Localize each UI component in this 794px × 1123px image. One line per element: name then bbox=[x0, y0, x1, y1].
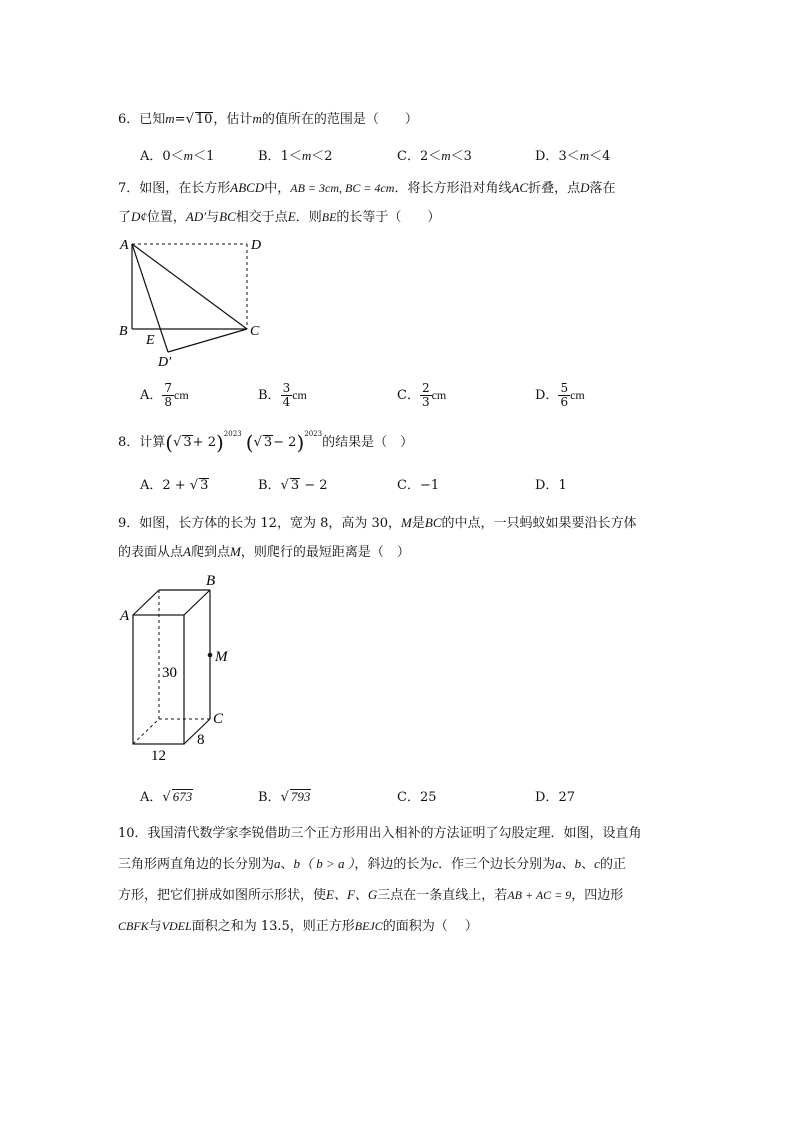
q9-figure bbox=[112, 570, 252, 770]
fraction bbox=[281, 382, 293, 409]
q7-figure bbox=[112, 232, 272, 372]
label-width: 8 bbox=[197, 732, 205, 748]
q9-m: M bbox=[401, 515, 412, 530]
q8-minus2: − 2 bbox=[273, 435, 297, 450]
option-radicand: 673 bbox=[172, 789, 193, 804]
paren-close: ) bbox=[296, 430, 305, 455]
q8-option-c[interactable] bbox=[397, 474, 439, 493]
edge-dprime-c bbox=[168, 329, 247, 352]
q10-text: 方形，把它们拼成如图所示形状，使 bbox=[118, 888, 327, 903]
q10-line2 bbox=[118, 853, 626, 872]
q10-c2: c bbox=[594, 856, 600, 871]
q7-text: 落在 bbox=[589, 181, 616, 196]
q9-text: 是 bbox=[411, 516, 425, 531]
q10-vdel: VDEL bbox=[161, 919, 192, 933]
q7-stem-line1 bbox=[118, 177, 616, 196]
top-left-edge bbox=[133, 590, 159, 615]
q8-suffix: 的结果是（ ） bbox=[322, 435, 414, 450]
q8-stem bbox=[118, 430, 414, 455]
label-height: 30 bbox=[162, 665, 177, 681]
option-radicand: 793 bbox=[290, 789, 311, 804]
sqrt-symbol: √ bbox=[173, 435, 182, 450]
sqrt-symbol: √ bbox=[253, 435, 262, 450]
q7-text: 折叠，点 bbox=[528, 181, 581, 196]
q7-stem-line2 bbox=[118, 206, 440, 225]
q6-option-d[interactable] bbox=[535, 145, 610, 164]
fraction bbox=[420, 382, 432, 409]
option-label: C． bbox=[397, 149, 420, 164]
sqrt-symbol: √ bbox=[189, 478, 199, 493]
q10-b2: b bbox=[574, 856, 582, 871]
option-left: 3＜ bbox=[558, 149, 580, 164]
q10-efg: E、F、G bbox=[326, 887, 378, 902]
q10-sep: 、 bbox=[561, 857, 575, 872]
q8-exp-1: 2023 bbox=[223, 430, 242, 438]
label-m: M bbox=[215, 649, 228, 665]
q7-adprime: AD′ bbox=[185, 209, 207, 224]
option-label: B． bbox=[258, 149, 281, 164]
label-length: 12 bbox=[151, 748, 166, 764]
q8-option-b[interactable] bbox=[258, 474, 328, 493]
option-left: 0＜ bbox=[162, 149, 184, 164]
numerator: 2 bbox=[421, 381, 430, 395]
q9-text: ，则爬行的最短距离是（ ） bbox=[240, 545, 410, 560]
option-label: C． bbox=[397, 478, 420, 493]
q7-option-b[interactable] bbox=[258, 382, 307, 409]
q6-option-c[interactable] bbox=[397, 145, 472, 164]
q9-stem-line2 bbox=[118, 541, 410, 560]
q7-e: E bbox=[287, 209, 296, 224]
unit: cm bbox=[174, 388, 189, 402]
unit: cm bbox=[570, 388, 585, 402]
label-c: C bbox=[250, 324, 260, 339]
numerator: 3 bbox=[282, 381, 291, 395]
q7-text: 的长等于（ ） bbox=[336, 210, 441, 225]
option-label: A． bbox=[140, 478, 163, 493]
q6-prefix: 6．已知 bbox=[118, 112, 166, 127]
q7-text: 位置， bbox=[146, 210, 186, 225]
q10-paren: （ b > a ） bbox=[300, 856, 355, 871]
q10-cond: AB + AC = 9 bbox=[507, 888, 572, 902]
point-m bbox=[208, 653, 213, 658]
label-e: E bbox=[146, 333, 155, 348]
q6-suffix: 的值所在的范围是（ ） bbox=[261, 112, 418, 127]
paren-close: ) bbox=[215, 430, 224, 455]
q10-text: 与 bbox=[148, 919, 162, 934]
q9-m2: M bbox=[229, 544, 241, 559]
q9-text: 的表面从点 bbox=[118, 545, 184, 560]
q10-sep: 、 bbox=[280, 857, 294, 872]
q10-line1 bbox=[118, 822, 642, 841]
option-label: D． bbox=[535, 790, 559, 805]
label-b: B bbox=[206, 573, 216, 589]
hidden-bottom-left-edge bbox=[133, 719, 159, 744]
option-label: D． bbox=[535, 388, 559, 403]
q10-line3 bbox=[118, 884, 623, 903]
q10-b: b bbox=[293, 856, 301, 871]
option-right: ＜4 bbox=[589, 149, 611, 164]
q10-a: a bbox=[274, 856, 281, 871]
q10-text: 的面积为（ ） bbox=[382, 919, 478, 934]
q10-bejc: BEJC bbox=[354, 919, 383, 933]
sqrt-symbol: √ bbox=[280, 478, 289, 493]
option-left: 1＜ bbox=[280, 149, 302, 164]
q8-exp-2: 2023 bbox=[304, 430, 323, 438]
q10-a2: a bbox=[555, 856, 562, 871]
q8-prefix: 8．计算 bbox=[118, 435, 166, 450]
label-c: C bbox=[213, 711, 224, 727]
q6-option-b[interactable] bbox=[258, 145, 333, 164]
q8-plus2: + 2 bbox=[192, 435, 216, 450]
q8-radicand-2: 3 bbox=[263, 435, 273, 450]
denominator: 3 bbox=[421, 395, 430, 409]
q7-option-a[interactable] bbox=[140, 382, 189, 409]
q7-option-c[interactable] bbox=[397, 382, 446, 409]
q7-text: 了 bbox=[118, 210, 132, 225]
q10-sep: 、 bbox=[581, 857, 595, 872]
sqrt-symbol: √ bbox=[162, 790, 171, 805]
q7-bc: BC bbox=[219, 209, 236, 224]
paren-open: ( bbox=[245, 430, 254, 455]
q10-cbfk: CBFK bbox=[118, 919, 149, 933]
fraction bbox=[162, 382, 174, 409]
option-left: 2＜ bbox=[419, 149, 442, 164]
q7-text: ．将长方形沿对角线 bbox=[394, 181, 512, 196]
option-right: ＜2 bbox=[311, 149, 333, 164]
q7-text: 中， bbox=[264, 181, 291, 196]
q10-text: 的正 bbox=[599, 857, 626, 872]
q10-c: c bbox=[432, 856, 439, 871]
paren-open: ( bbox=[165, 430, 174, 455]
option-var: m bbox=[183, 148, 194, 163]
q8-radicand-1: 3 bbox=[183, 435, 192, 450]
label-dprime: D′ bbox=[158, 355, 172, 370]
option-label: C． bbox=[397, 790, 420, 805]
option-label: A． bbox=[140, 388, 163, 403]
q8-option-a[interactable] bbox=[140, 474, 209, 493]
option-label: B． bbox=[258, 388, 281, 403]
q6-var-m: m bbox=[165, 111, 175, 126]
q9-option-c[interactable] bbox=[397, 786, 437, 805]
fraction bbox=[558, 382, 570, 409]
option-label: B． bbox=[258, 478, 281, 493]
q10-text: 三角形两直角边的长分别为 bbox=[118, 857, 275, 872]
option-label: A． bbox=[140, 149, 163, 164]
top-right-edge bbox=[184, 590, 210, 615]
q7-option-d[interactable] bbox=[535, 382, 585, 409]
option-label: D． bbox=[535, 149, 559, 164]
q9-text: 的中点，一只蚂蚁如果要沿长方体 bbox=[441, 516, 637, 531]
option-label: B． bbox=[258, 790, 281, 805]
q9-text: 爬到点 bbox=[190, 545, 230, 560]
q7-abcd: ABCD bbox=[230, 180, 265, 195]
q7-dprime: D¢ bbox=[131, 209, 147, 224]
q6-eq: = bbox=[174, 112, 186, 127]
q9-a: A bbox=[183, 544, 191, 559]
q7-be: BE bbox=[321, 210, 337, 224]
label-a: A bbox=[120, 238, 129, 253]
option-radicand: 3 bbox=[200, 478, 209, 493]
option-var: m bbox=[301, 148, 312, 163]
q7-text: ．则 bbox=[295, 210, 322, 225]
sqrt-symbol: √ bbox=[185, 112, 194, 127]
numerator: 7 bbox=[164, 381, 173, 395]
q8-option-d[interactable] bbox=[535, 474, 567, 493]
q7-given: AB = 3cm, BC = 4cm bbox=[290, 181, 395, 195]
q6-mid: ，估计 bbox=[213, 112, 253, 127]
option-after: − 2 bbox=[300, 478, 328, 493]
option-text: 25 bbox=[419, 790, 437, 805]
option-right: ＜3 bbox=[450, 149, 472, 164]
option-radicand: 3 bbox=[290, 478, 300, 493]
denominator: 8 bbox=[164, 395, 173, 409]
q6-radicand: 10 bbox=[195, 112, 213, 127]
denominator: 6 bbox=[560, 395, 569, 409]
option-text: 2 + bbox=[162, 478, 190, 493]
q6-stem bbox=[118, 108, 418, 127]
option-label: D． bbox=[535, 478, 559, 493]
option-text: 1 bbox=[558, 478, 567, 493]
q9-stem-line1 bbox=[118, 512, 637, 531]
q7-text: 与 bbox=[206, 210, 220, 225]
q10-line4 bbox=[118, 915, 478, 934]
q10-text: 三点在一条直线上，若 bbox=[377, 888, 508, 903]
q9-bc: BC bbox=[424, 515, 442, 530]
unit: cm bbox=[431, 388, 447, 402]
q7-ac: AC bbox=[511, 180, 529, 195]
label-a: A bbox=[120, 608, 130, 624]
option-text: −1 bbox=[419, 478, 440, 493]
q9-option-a[interactable] bbox=[140, 786, 193, 805]
sqrt-symbol: √ bbox=[280, 790, 289, 805]
q6-option-a[interactable] bbox=[140, 145, 214, 164]
denominator: 4 bbox=[282, 395, 291, 409]
q7-d: D bbox=[580, 180, 590, 195]
q10-text: 10．我国清代数学家李锐借助三个正方形用出入相补的方法证明了勾股定理．如图，设直角 bbox=[118, 826, 642, 841]
diagonal-ac bbox=[132, 244, 247, 329]
unit: cm bbox=[292, 388, 307, 402]
q10-text: 面积之和为 13.5，则正方形 bbox=[191, 919, 355, 934]
option-label: C． bbox=[397, 388, 420, 403]
q6-var-m2: m bbox=[252, 111, 262, 126]
option-var: m bbox=[441, 148, 451, 163]
q9-option-d[interactable] bbox=[535, 786, 575, 805]
q9-text: 9．如图，长方体的长为 12，宽为 8，高为 30， bbox=[118, 516, 402, 531]
option-label: A． bbox=[140, 790, 163, 805]
q9-option-b[interactable] bbox=[258, 786, 311, 805]
option-right: ＜1 bbox=[193, 149, 215, 164]
option-var: m bbox=[579, 148, 590, 163]
q10-text: ．作三个边长分别为 bbox=[438, 857, 556, 872]
numerator: 5 bbox=[560, 381, 569, 395]
q7-text: 7．如图，在长方形 bbox=[118, 181, 231, 196]
option-text: 27 bbox=[558, 790, 575, 805]
q10-text: ，四边形 bbox=[571, 888, 624, 903]
label-d: D bbox=[251, 238, 262, 253]
q10-text: ，斜边的长为 bbox=[354, 857, 433, 872]
label-b: B bbox=[119, 324, 128, 339]
q7-text: 相交于点 bbox=[235, 210, 288, 225]
